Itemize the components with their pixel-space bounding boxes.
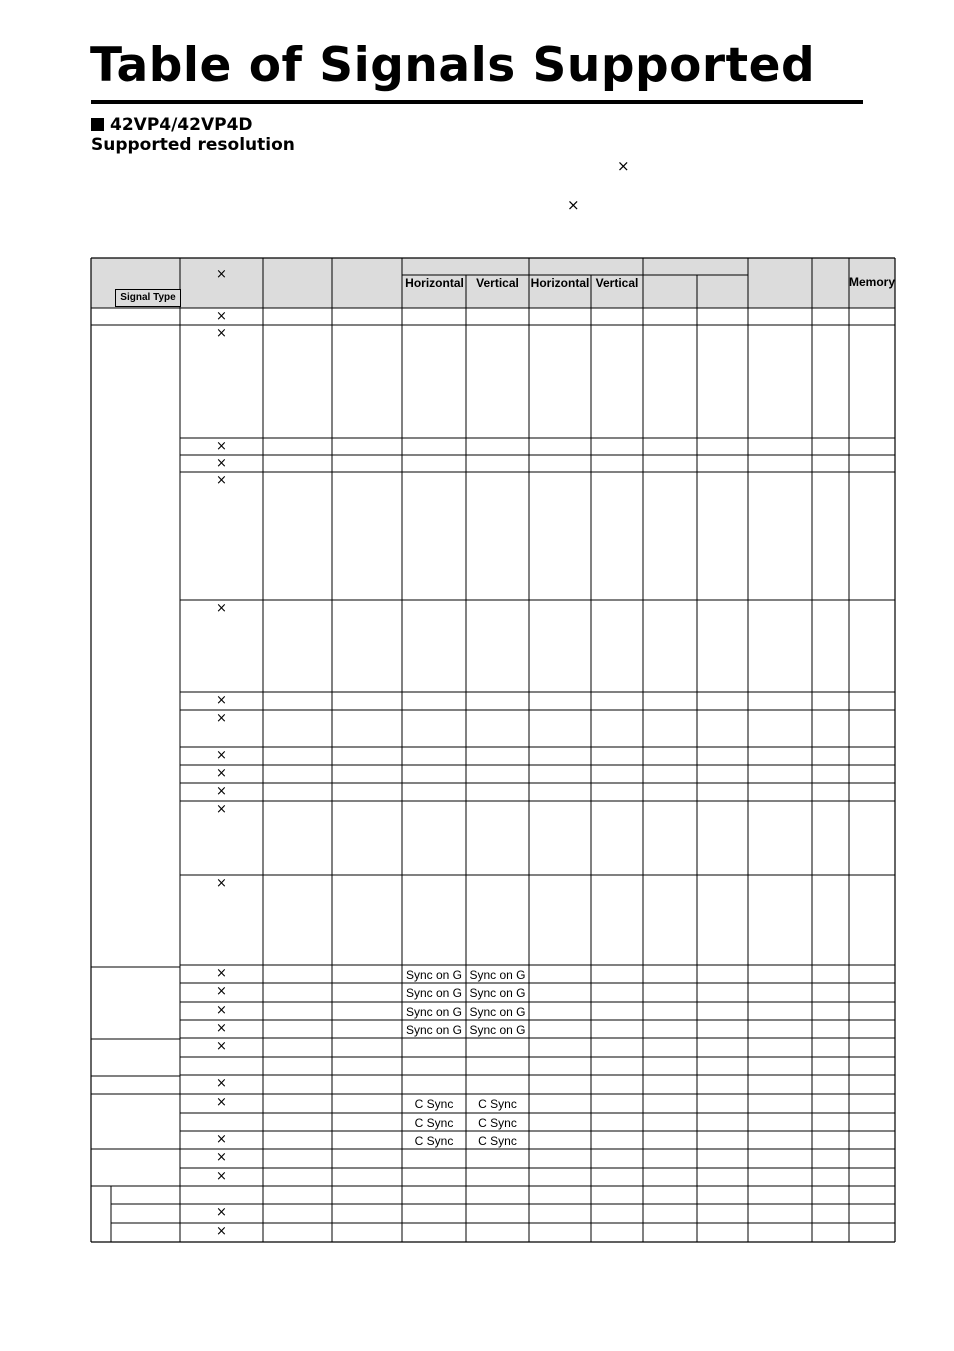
row-vertical-sync: C Sync (478, 1134, 517, 1148)
row-horizontal-sync: C Sync (414, 1097, 454, 1111)
row-multiply-mark: × (216, 711, 227, 726)
row-multiply-mark: × (216, 439, 227, 454)
title-underline (91, 100, 863, 104)
row-vertical-sync: Sync on G (469, 1023, 526, 1037)
header-horizontal-2: Horizontal (530, 276, 590, 290)
row-horizontal-sync: Sync on G (405, 968, 463, 982)
header-memory: Memory (849, 275, 896, 289)
row-vertical-sync: C Sync (478, 1116, 517, 1130)
square-bullet-icon (91, 118, 104, 131)
row-multiply-mark: × (216, 326, 227, 341)
header-multiply-mark: × (216, 267, 227, 282)
row-vertical-sync: Sync on G (469, 968, 526, 982)
header-vertical-1: Vertical (476, 276, 519, 290)
row-multiply-mark: × (216, 766, 227, 781)
row-multiply-mark: × (216, 473, 227, 488)
row-multiply-mark: × (216, 1224, 227, 1239)
header-horizontal-1: Horizontal (405, 276, 464, 290)
row-vertical-sync: C Sync (478, 1097, 517, 1111)
row-multiply-mark: × (216, 601, 227, 616)
row-multiply-mark: × (216, 309, 227, 324)
row-multiply-mark: × (216, 1132, 227, 1147)
row-multiply-mark: × (216, 693, 227, 708)
row-multiply-mark: × (216, 984, 227, 999)
row-vertical-sync: Sync on G (469, 1005, 526, 1019)
row-multiply-mark: × (216, 876, 227, 891)
row-horizontal-sync: Sync on G (405, 986, 463, 1000)
page-title: Table of Signals Supported (90, 38, 816, 93)
row-multiply-mark: × (216, 1169, 227, 1184)
row-multiply-mark: × (216, 802, 227, 817)
row-multiply-mark: × (216, 966, 227, 981)
note-multiply-mark: × (567, 196, 580, 214)
row-multiply-mark: × (216, 1021, 227, 1036)
signals-table (91, 258, 895, 1242)
row-multiply-mark: × (216, 1095, 227, 1110)
model-heading (91, 115, 253, 135)
row-multiply-mark: × (216, 1205, 227, 1220)
row-multiply-mark: × (216, 748, 227, 763)
section-heading: Supported resolution (91, 135, 295, 155)
row-horizontal-sync: Sync on G (405, 1005, 463, 1019)
model-name: 42VP4/42VP4D (110, 115, 253, 135)
row-multiply-mark: × (216, 456, 227, 471)
signal-type-label: Signal Type (115, 289, 181, 307)
header-vertical-2: Vertical (595, 276, 639, 290)
row-multiply-mark: × (216, 1150, 227, 1165)
row-multiply-mark: × (216, 1003, 227, 1018)
row-horizontal-sync: C Sync (414, 1134, 454, 1148)
row-horizontal-sync: Sync on G (405, 1023, 463, 1037)
note-multiply-mark: × (617, 157, 630, 175)
row-multiply-mark: × (216, 1076, 227, 1091)
row-horizontal-sync: C Sync (414, 1116, 454, 1130)
row-multiply-mark: × (216, 784, 227, 799)
row-multiply-mark: × (216, 1039, 227, 1054)
row-vertical-sync: Sync on G (469, 986, 526, 1000)
